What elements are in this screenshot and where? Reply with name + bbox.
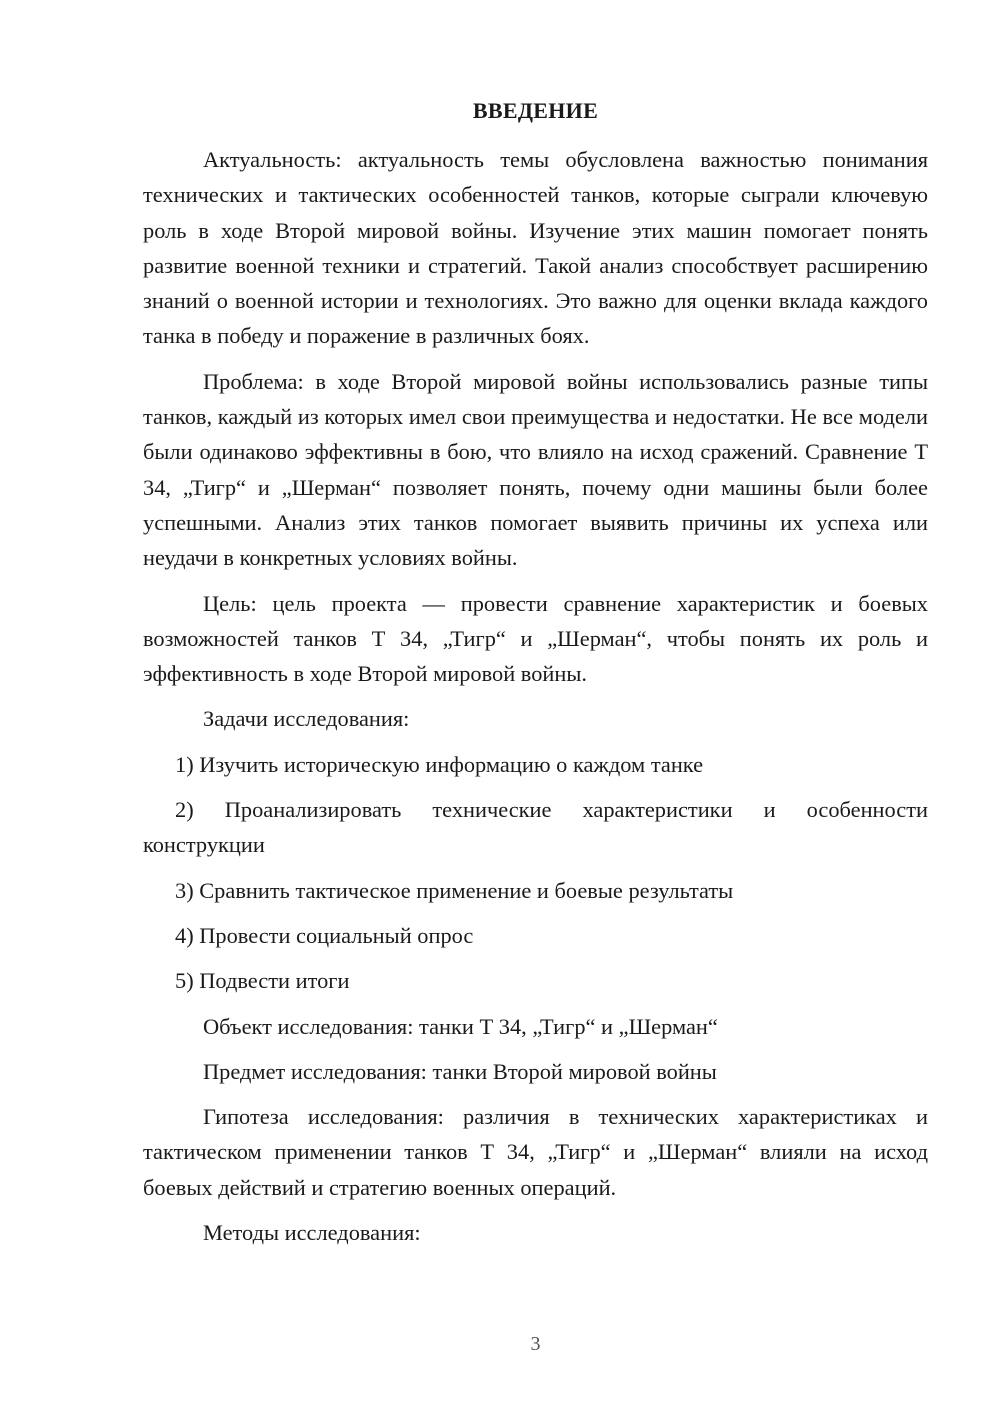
- paragraph-hypothesis: Гипотеза исследования: различия в технических характеристиках и тактическом применении танков Т 34, „Тигр“ и „Шерман“ влияли на исход боевых действий и стратегию военных операций.: [143, 1104, 928, 1200]
- list-item-task-5: 5) Подвести итоги: [175, 968, 350, 994]
- list-item-task-4: 4) Провести социальный опрос: [175, 922, 474, 948]
- list-item-task-2: 2) Проанализировать технические характеристики и особенности конструкции: [143, 797, 928, 858]
- list-item-task-1: 1) Изучить историческую информацию о каждом танке: [175, 751, 704, 777]
- paragraph-problem: Проблема: в ходе Второй мировой войны использовались разные типы танков, каждый из которых имел свои преимущества и недостатки. Не все модели были одинаково эффективны в бою, что влияло на исход сражений. Сравнение Т 34, „Тигр“ и „Шерман“ позволяет понять, почему одни машины были более успешными. Анализ этих танков помогает выявить причины их успеха или неудачи в конкретных условиях войны.: [143, 368, 928, 571]
- paragraph-goal: Цель: цель проекта — провести сравнение характеристик и боевых возможностей танков Т 34, „Тигр“ и „Шерман“, чтобы понять их роль и эффективность в ходе Второй мировой войны.: [143, 590, 928, 687]
- paragraph-actuality: Актуальность: актуальность темы обусловлена важностью понимания технических и тактических особенностей танков, которые сыграли ключевую роль в ходе Второй мировой войны. Изучение этих машин помогает понять развитие военной техники и стратегий. Такой анализ способствует расширению знаний о военной истории и технологиях. Это важно для оценки вклада каждого танка в победу и поражение в различных боях.: [143, 147, 928, 349]
- document-page: [143, 0, 928, 1414]
- paragraph-object: Объект исследования: танки Т 34, „Тигр“ и „Шерман“: [203, 1013, 718, 1039]
- paragraph-tasks-title: Задачи исследования:: [203, 706, 410, 732]
- list-item-task-3: 3) Сравнить тактическое применение и боевые результаты: [175, 877, 734, 903]
- paragraph-subject: Предмет исследования: танки Второй мировой войны: [203, 1058, 717, 1084]
- page-number: 3: [530, 1333, 541, 1355]
- paragraph-methods-title: Методы исследования:: [203, 1220, 421, 1246]
- body-text: [143, 142, 928, 1260]
- page-title: ВВЕДЕНИЕ: [472, 98, 599, 123]
